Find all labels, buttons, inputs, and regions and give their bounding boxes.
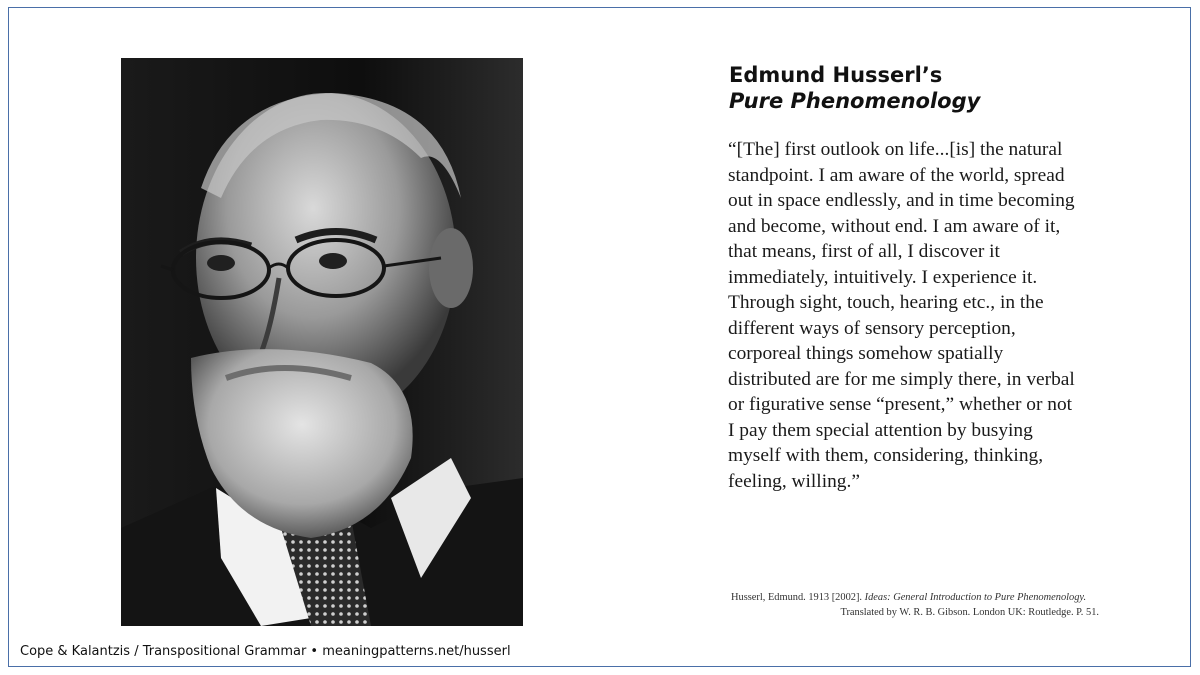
slide-title: Edmund Husserl’s [729, 63, 943, 87]
citation-publication: Translated by W. R. B. Gibson. London UK: Routledge. P. 51. [840, 607, 1099, 618]
citation-work-title: Ideas: General Introduction to Pure Phenomenology. [864, 592, 1087, 603]
citation [731, 590, 1099, 620]
footer-credit: Cope & Kalantzis / Transpositional Grammar • meaningpatterns.net/husserl [20, 644, 511, 659]
slide-heading [729, 62, 1149, 114]
husserl-quote: “[The] first outlook on life...[is] the natural standpoint. I am aware of the world, spread out in space endlessly, and in time becoming and become, without end. I am aware of it, that means, first of all, I discover it immediately, intuitively. I experience it. Through sight, touch, hearing etc., in the different ways of sensory perception, corporeal things somehow spatially distributed are for me simply there, in verbal or figurative sense “present,” whether or not I pay them special attention by busying myself with them, considering, thinking, feeling, willing.” [728, 139, 1075, 492]
portrait-illustration [121, 58, 523, 626]
slide-frame [8, 7, 1191, 667]
portrait-photo [121, 58, 523, 626]
citation-author-year: Husserl, Edmund. 1913 [2002]. [731, 592, 865, 603]
slide-subtitle: Pure Phenomenology [729, 89, 981, 113]
